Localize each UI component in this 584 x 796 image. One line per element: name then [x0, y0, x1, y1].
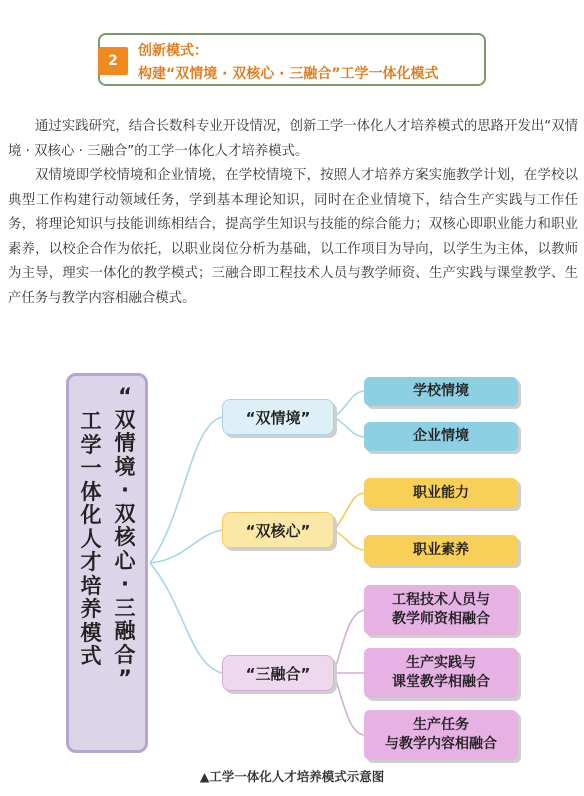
root-title-col-sub — [109, 385, 141, 691]
connector-group3 — [334, 610, 364, 735]
section-title-line2: 构建“双情境 · 双核心 · 三融合”工学一体化模式 — [138, 66, 439, 82]
root-title-sub-char: 合 — [114, 642, 136, 667]
root-title-main-char: 培 — [80, 573, 102, 598]
group-triple-fusion: “三融合” — [222, 655, 334, 691]
leaf-school-context: 学校情境 — [364, 377, 518, 406]
root-title-sub-char: “ — [118, 384, 132, 408]
root-title-main-char: 人 — [80, 526, 102, 551]
group-dual-core: “双核心” — [222, 512, 334, 548]
leaf-task-content-fusion: 生产任务 与教学内容相融合 — [364, 710, 518, 760]
root-title-sub-char: · — [121, 478, 129, 503]
root-title-sub-char: 融 — [114, 619, 136, 644]
root-title-main-char: 工 — [80, 409, 102, 433]
group-dual-context: “双情境” — [222, 399, 334, 435]
connector-group1 — [334, 391, 364, 437]
root-title-sub-char: ” — [118, 666, 132, 691]
section-number-badge: 2 — [98, 47, 128, 75]
root-title-main-char: 一 — [80, 456, 102, 481]
mode-diagram — [0, 365, 584, 765]
root-title-main-char: 式 — [80, 644, 102, 669]
leaf-professional-quality: 职业素养 — [364, 535, 518, 565]
connector-root-to-groups — [150, 417, 222, 673]
root-title-main-char: 才 — [80, 550, 102, 575]
root-title-sub-char: 核 — [114, 525, 136, 550]
root-title-main-char: 体 — [80, 479, 102, 504]
section-title-line1: 创新模式： — [138, 43, 208, 59]
leaf-professional-ability: 职业能力 — [364, 478, 518, 508]
root-title-sub-char: · — [121, 572, 129, 597]
root-title-main-char: 模 — [80, 620, 102, 645]
leaf-enterprise-context: 企业情境 — [364, 422, 518, 451]
root-title-col-main — [75, 410, 107, 669]
paragraph-detail: 双情境即学校情境和企业情境，在学校情境下，按照人才培养方案实施教学计划，在学校以典型工作构建行动领域任务，学到基本理论知识，同时在企业情境下，结合生产实践与工作任务，将理论知识与技能训练相结合，提高学生知识与技能的综合能力；双核心即职业能力和职业素养，以校企合作为依托，以职业岗位分析为基础，以工作项目为导向，以学生为主体，以教师为主导，理实一体化的教学模式；三融合即工程技术人员与教学师资、生产实践与课堂教学、生产任务与教学内容相融合模式。 — [8, 168, 578, 306]
connector-group2 — [334, 493, 364, 550]
diagram-caption: ▲工学一体化人才培养模式示意图 — [199, 769, 385, 784]
root-title-sub-char: 三 — [114, 595, 136, 620]
root-title-main-char: 化 — [80, 503, 102, 528]
root-title-main-char: 养 — [80, 597, 102, 622]
root-title-sub-char: 心 — [114, 548, 136, 573]
paragraph-intro: 通过实践研究，结合长数科专业开设情况，创新工学一体化人才培养模式的思路开发出“双情境 · 双核心 · 三融合”的工学一体化人才培养模式。 — [8, 119, 578, 159]
leaf-engineers-teachers-fusion: 工程技术人员与 教学师资相融合 — [364, 585, 518, 635]
root-title-main-char: 学 — [80, 432, 102, 457]
root-title-sub-char: 双 — [114, 407, 136, 432]
root-title-sub-char: 境 — [114, 454, 136, 479]
root-title-sub-char: 情 — [114, 431, 136, 456]
leaf-practice-classroom-fusion: 生产实践与 课堂教学相融合 — [364, 648, 518, 698]
root-title-sub-char: 双 — [114, 501, 136, 526]
